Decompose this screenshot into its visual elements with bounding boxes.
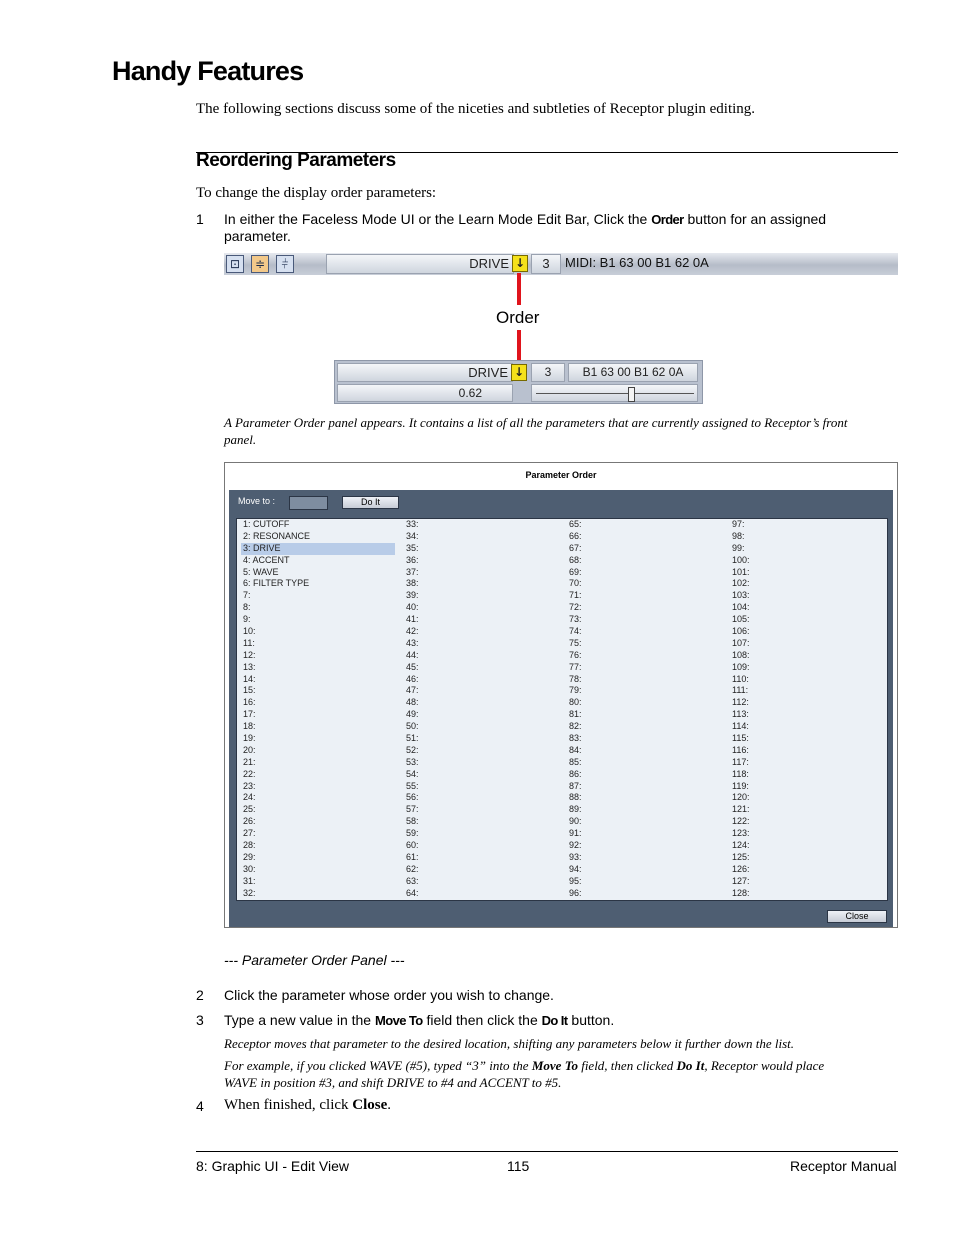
parameter-list-item[interactable]: 45: [406, 661, 419, 672]
parameter-list-item[interactable]: 94: [569, 863, 582, 874]
move-to-input[interactable] [289, 496, 328, 510]
parameter-list-item[interactable]: 101: [732, 566, 750, 577]
parameter-list-item[interactable]: 46: [406, 673, 419, 684]
parameter-list-item[interactable]: 110: [732, 673, 749, 684]
step-2-number: 2 [196, 987, 204, 1003]
parameter-list-item[interactable]: 68: [569, 554, 582, 565]
parameter-list-item[interactable]: 104: [732, 602, 750, 613]
parameter-list-item[interactable]: 2: RESONANCE [243, 530, 311, 541]
parameter-list-item[interactable]: 50: [406, 721, 419, 732]
parameter-list-item[interactable]: 91: [569, 828, 582, 839]
parameter-list-item[interactable]: 25: [243, 804, 256, 815]
parameter-list-item[interactable]: 72: [569, 602, 582, 613]
parameter-list-item[interactable]: 114: [732, 721, 749, 732]
parameter-list-item[interactable]: 96: [569, 887, 582, 898]
step-1-line2: parameter. [224, 228, 291, 244]
learn-mode-edit-bar [334, 360, 703, 404]
parameter-column-1 [241, 519, 395, 900]
dialog-title: Parameter Order [225, 463, 897, 489]
parameter-list-item[interactable]: 82: [569, 721, 582, 732]
parameter-list-item[interactable]: 106: [732, 626, 750, 637]
parameter-list-item[interactable]: 84: [569, 744, 582, 755]
parameter-list-item[interactable]: 37: [406, 566, 419, 577]
parameter-list-item[interactable]: 77: [569, 661, 582, 672]
note3-mid: field, then clicked [577, 1058, 677, 1073]
parameter-list-item[interactable]: 59: [406, 828, 419, 839]
step-3-mid: field then click the [422, 1012, 542, 1028]
parameter-list-item[interactable]: 43: [406, 637, 419, 648]
dialog-body [229, 490, 893, 927]
parameter-list-item[interactable]: 127: [732, 875, 750, 886]
parameter-list-item[interactable]: 124: [732, 840, 750, 851]
parameter-list-item[interactable]: 10: [243, 626, 256, 637]
parameter-list-item[interactable]: 48: [406, 697, 419, 708]
parameter-list-item[interactable]: 97: [732, 519, 745, 529]
note3-line2: WAVE in position #3, and shift DRIVE to #4 and ACCENT to #5. [224, 1075, 562, 1090]
note1-line2: panel. [224, 432, 257, 447]
step-3-number: 3 [196, 1012, 204, 1028]
parameter-list-item[interactable]: 13: [243, 661, 256, 672]
parameter-list-item[interactable]: 66: [569, 530, 582, 541]
channel-field-2[interactable]: 3 [531, 363, 565, 382]
parameter-list-item[interactable]: 62: [406, 863, 419, 874]
parameter-list-item[interactable]: 89: [569, 804, 582, 815]
callout-line-bottom [517, 330, 521, 362]
parameter-list-item[interactable]: 33: [406, 519, 419, 529]
parameter-list-item[interactable]: 30: [243, 863, 256, 874]
parameter-name-field[interactable] [326, 254, 514, 274]
parameter-list-item[interactable]: 28: [243, 840, 256, 851]
parameter-list-item[interactable]: 121: [732, 804, 750, 815]
step-1-text [224, 211, 898, 245]
parameter-list-item[interactable]: 60: [406, 840, 419, 851]
parameter-list-item[interactable]: 90: [569, 816, 582, 827]
parameter-list-item[interactable]: 16: [243, 697, 256, 708]
parameter-list-item[interactable]: 115: [732, 733, 749, 744]
parameter-list-item[interactable]: 105: [732, 614, 750, 625]
parameter-list-item[interactable]: 21: [243, 756, 256, 767]
parameter-list-item[interactable]: 55: [406, 780, 419, 791]
parameter-list-item[interactable]: 38: [406, 578, 419, 589]
do-it-keyword: Do It [541, 1013, 568, 1028]
parameter-list-item[interactable]: 17: [243, 709, 256, 720]
parameter-list-item[interactable]: 85: [569, 756, 582, 767]
parameter-list-item[interactable]: 126: [732, 863, 750, 874]
drive-label-2: DRIVE [468, 365, 508, 380]
note3-post: , Receptor would place [704, 1058, 825, 1073]
parameter-list-item[interactable]: 5: WAVE [243, 566, 279, 577]
parameter-list-item[interactable]: 31: [243, 875, 256, 886]
parameter-list-item[interactable]: 47: [406, 685, 419, 696]
figure-caption: --- Parameter Order Panel --- [224, 952, 405, 968]
parameter-list-item[interactable]: 67: [569, 542, 582, 553]
parameter-list-item[interactable]: 35: [406, 542, 419, 553]
parameter-list-item[interactable]: 69: [569, 566, 582, 577]
footer-chapter: 8: Graphic UI - Edit View [196, 1158, 350, 1174]
parameter-list-item[interactable]: 11: [243, 637, 255, 648]
step-1-number: 1 [196, 211, 204, 227]
parameter-list-item[interactable]: 51: [406, 733, 419, 744]
drive-label: DRIVE [469, 256, 509, 271]
parameter-list-item[interactable]: 41: [406, 614, 419, 625]
parameter-list-item[interactable]: 122: [732, 816, 750, 827]
parameter-list-item[interactable]: 1: CUTOFF [243, 519, 290, 529]
note-receptor-moves: Receptor moves that parameter to the desired location, shifting any parameters below it further down the list. [224, 1036, 795, 1051]
parameter-list-item[interactable]: 88: [569, 792, 582, 803]
parameter-list-item[interactable]: 86: [569, 768, 582, 779]
parameter-list-item[interactable]: 4: ACCENT [243, 554, 290, 565]
step-3-pre: Type a new value in the [224, 1012, 375, 1028]
note3-move-to: Move To [531, 1058, 578, 1073]
parameter-list-item[interactable]: 52: [406, 744, 419, 755]
parameter-list-item[interactable]: 120: [732, 792, 750, 803]
parameter-list-item[interactable]: 19: [243, 733, 256, 744]
parameter-list-item[interactable]: 26: [243, 816, 256, 827]
parameter-list-item[interactable]: 64: [406, 887, 419, 898]
step-2-text: Click the parameter whose order you wish to change. [224, 987, 554, 1003]
order-keyword: Order [651, 212, 684, 227]
value-slider[interactable] [531, 384, 698, 402]
parameter-list-item[interactable]: 113: [732, 709, 749, 720]
callout-line-top [517, 273, 521, 305]
parameter-list-item[interactable]: 109: [732, 661, 750, 672]
step-4-number: 4 [196, 1098, 204, 1114]
parameter-list-item[interactable]: 71: [569, 590, 582, 601]
parameter-list-item[interactable]: 12: [243, 649, 256, 660]
parameter-list-item[interactable]: 99: [732, 542, 745, 553]
parameter-list-item[interactable]: 116: [732, 744, 749, 755]
parameter-list-item[interactable]: 58: [406, 816, 419, 827]
parameter-list-item[interactable]: 80: [569, 697, 582, 708]
parameter-list-item[interactable]: 98: [732, 530, 745, 541]
parameter-list-item[interactable]: 81: [569, 709, 582, 720]
parameter-list-item[interactable]: 3: DRIVE [241, 543, 395, 555]
parameter-list-item[interactable]: 112: [732, 697, 749, 708]
order-button[interactable]: ↓ [512, 255, 528, 272]
section-title: Reordering Parameters [196, 150, 396, 171]
step-3-text [224, 1012, 614, 1029]
parameter-list-item[interactable]: 125: [732, 851, 750, 862]
move-to-label: Move to : [238, 496, 276, 506]
parameter-list-item[interactable]: 6: FILTER TYPE [243, 578, 310, 589]
page-heading: Handy Features [112, 56, 304, 86]
parameter-column-2 [404, 519, 558, 900]
step-1-pre: In either the Faceless Mode UI or the Learn Mode Edit Bar, Click the [224, 211, 652, 227]
parameter-list-item[interactable]: 40: [406, 602, 419, 613]
note1-line1: A Parameter Order panel appears. It contains a list of all the parameters that are currently assigned to Receptor’s front [224, 415, 848, 430]
parameter-list-item[interactable]: 100: [732, 554, 750, 565]
parameter-list-item[interactable]: 8: [243, 602, 251, 613]
parameter-list-item[interactable]: 22: [243, 768, 256, 779]
parameter-list-item[interactable]: 117: [732, 756, 749, 767]
parameter-list-item[interactable]: 70: [569, 578, 582, 589]
note3-do-it: Do It [676, 1058, 705, 1073]
parameter-list-item[interactable]: 63: [406, 875, 419, 886]
parameter-list-item[interactable]: 111: [732, 685, 749, 696]
slider-handle[interactable] [628, 387, 635, 402]
parameter-list-item[interactable]: 93: [569, 851, 582, 862]
step-3-post: button. [567, 1012, 615, 1028]
parameter-list-item[interactable]: 87: [569, 780, 582, 791]
parameter-list-item[interactable]: 78: [569, 673, 582, 684]
sliders-icon[interactable]: ⫩ [276, 255, 294, 273]
parameter-list-item[interactable]: 44: [406, 649, 419, 660]
do-it-button[interactable]: Do It [342, 496, 399, 509]
parameter-list-item[interactable]: 107: [732, 637, 750, 648]
parameter-list-item[interactable]: 92: [569, 840, 582, 851]
step-4-text [224, 1097, 391, 1114]
parameter-list-item[interactable]: 73: [569, 614, 582, 625]
faceless-mode-bar [224, 253, 898, 275]
parameter-list-item[interactable]: 27: [243, 828, 256, 839]
parameter-list-item[interactable]: 9: [243, 614, 251, 625]
parameter-list-item[interactable]: 23: [243, 780, 256, 791]
parameter-list-item[interactable]: 118: [732, 768, 749, 779]
parameter-list-item[interactable]: 128: [732, 887, 750, 898]
parameter-list-item[interactable]: 29: [243, 851, 256, 862]
parameter-list-item[interactable]: 32: [243, 887, 256, 898]
parameter-order-dialog [224, 462, 898, 928]
parameter-list-item[interactable]: 34: [406, 530, 419, 541]
parameter-list-item[interactable]: 103: [732, 590, 750, 601]
parameter-list-item[interactable]: 56: [406, 792, 419, 803]
note-example [224, 1057, 898, 1091]
midi-readout-2: B1 63 00 B1 62 0A [568, 363, 698, 382]
parameter-list-item[interactable]: 79: [569, 685, 582, 696]
parameter-list [236, 518, 888, 901]
move-to-keyword: Move To [375, 1013, 423, 1028]
close-keyword: Close [352, 1097, 388, 1113]
step-4-post: . [387, 1097, 392, 1113]
parameter-list-item[interactable]: 75: [569, 637, 582, 648]
parameter-list-item[interactable]: 53: [406, 756, 419, 767]
midi-readout: MIDI: B1 63 00 B1 62 0A [565, 255, 709, 270]
order-callout-label: Order [496, 308, 540, 327]
parameter-list-item[interactable]: 76: [569, 649, 582, 660]
parameter-list-item[interactable]: 20: [243, 744, 256, 755]
parameter-list-item[interactable]: 36: [406, 554, 419, 565]
parameter-list-item[interactable]: 49: [406, 709, 419, 720]
close-button[interactable]: Close [827, 910, 887, 923]
parameter-list-item[interactable]: 83: [569, 733, 582, 744]
step-1-post: button for an assigned [683, 211, 827, 227]
parameter-column-3 [567, 519, 721, 900]
parameter-list-item[interactable]: 123: [732, 828, 750, 839]
parameter-list-item[interactable]: 102: [732, 578, 750, 589]
channel-field[interactable]: 3 [531, 254, 561, 274]
parameter-list-item[interactable]: 24: [243, 792, 256, 803]
parameter-column-4 [730, 519, 884, 900]
step-4-pre: When finished, click [224, 1097, 353, 1113]
parameter-list-item[interactable]: 95: [569, 875, 582, 886]
parameter-list-item[interactable]: 74: [569, 626, 582, 637]
parameter-list-item[interactable]: 57: [406, 804, 419, 815]
footer-rule [196, 1151, 898, 1152]
parameter-list-item[interactable]: 18: [243, 721, 256, 732]
note-panel-appears [224, 414, 898, 448]
value-field[interactable]: 0.62 [337, 384, 513, 402]
note3-pre: For example, if you clicked WAVE (#5), typed “3” into the [224, 1058, 532, 1073]
parameter-name-field-2[interactable] [337, 363, 513, 382]
parameter-list-item[interactable]: 42: [406, 626, 419, 637]
plug-icon[interactable]: ⊡ [226, 255, 244, 273]
parameter-list-item[interactable]: 65: [569, 519, 582, 529]
parameter-list-item[interactable]: 39: [406, 590, 419, 601]
order-button-2[interactable]: ↓ [511, 364, 527, 381]
lead-paragraph: To change the display order parameters: [196, 185, 437, 201]
parameter-list-item[interactable]: 14: [243, 673, 256, 684]
footer-manual-title: Receptor Manual [790, 1158, 897, 1174]
footer-page-number: 115 [507, 1158, 530, 1174]
parameter-list-item[interactable]: 54: [406, 768, 419, 779]
learn-mode-icon[interactable]: ≑ [251, 255, 269, 273]
parameter-list-item[interactable]: 119: [732, 780, 749, 791]
parameter-list-item[interactable]: 7: [243, 590, 251, 601]
parameter-list-item[interactable]: 108: [732, 649, 750, 660]
intro-paragraph: The following sections discuss some of the niceties and subtleties of Receptor plugin editing. [196, 101, 756, 117]
parameter-list-item[interactable]: 15: [243, 685, 256, 696]
parameter-list-item[interactable]: 61: [406, 851, 419, 862]
